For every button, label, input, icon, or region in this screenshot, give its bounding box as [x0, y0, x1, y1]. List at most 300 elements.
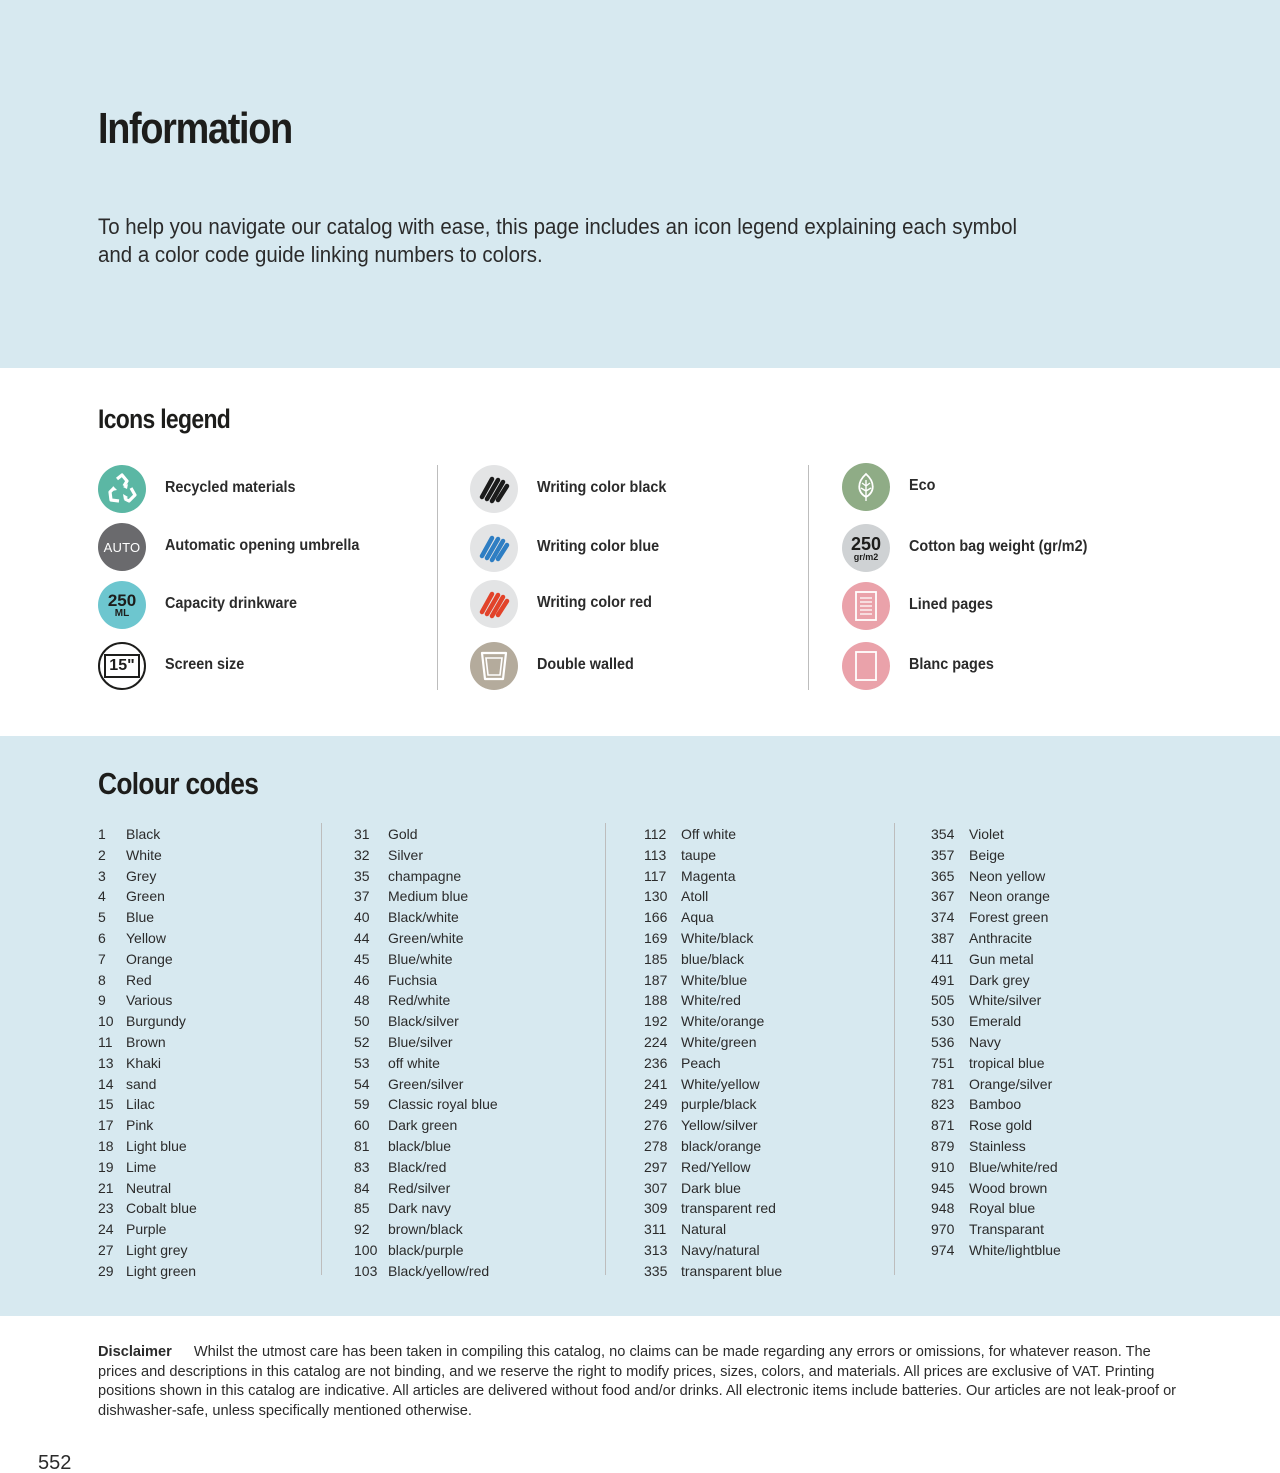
colour-code-name: Neon orange	[969, 888, 1050, 905]
colour-code-name: Red/silver	[388, 1179, 451, 1196]
auto-umbrella-icon: AUTO	[98, 523, 146, 571]
colour-code-number: 54	[354, 1075, 370, 1092]
colour-code-row	[354, 1074, 464, 1095]
colour-code-name: black/purple	[388, 1241, 464, 1258]
colour-code-number: 4	[98, 888, 106, 905]
colour-code-name: Wood brown	[969, 1179, 1048, 1196]
colour-code-name: Pink	[126, 1117, 154, 1134]
colour-code-name: Emerald	[969, 1013, 1022, 1030]
colour-code-name: Black/red	[388, 1158, 447, 1175]
colour-code-number: 46	[354, 971, 370, 988]
colour-code-name: White/green	[681, 1033, 757, 1050]
bag-weight-icon: 250 gr/m2	[842, 524, 890, 572]
disclaimer-label: Disclaimer	[98, 1344, 172, 1360]
colour-code-row	[354, 1115, 458, 1136]
colour-code-row	[354, 1178, 451, 1199]
colour-code-row	[98, 970, 152, 991]
colour-code-row	[98, 1178, 172, 1199]
colour-code-name: Off white	[681, 826, 736, 842]
colour-code-number: 84	[354, 1179, 370, 1196]
colour-code-row	[98, 1053, 162, 1074]
colour-code-row	[931, 1011, 1022, 1032]
colour-code-name: Green/silver	[388, 1075, 464, 1092]
colour-code-row	[644, 1115, 758, 1136]
colour-code-row	[354, 1198, 452, 1219]
colour-code-row	[931, 928, 1033, 949]
colour-code-row	[98, 1261, 197, 1282]
colour-code-number: 166	[644, 909, 668, 926]
colour-code-number: 103	[354, 1262, 378, 1279]
colour-code-number: 2	[98, 846, 106, 863]
colour-code-row	[931, 1053, 1045, 1074]
colour-code-number: 130	[644, 888, 668, 905]
colour-code-name: Yellow	[126, 929, 166, 946]
blanc-pages-icon	[842, 642, 890, 690]
lined-pages-icon	[842, 582, 890, 630]
double-walled-icon	[470, 642, 518, 690]
colour-code-row	[98, 1157, 157, 1178]
page-title: Information	[98, 104, 292, 153]
colour-code-row	[644, 1032, 757, 1053]
colour-code-row	[354, 1240, 464, 1261]
colour-code-name: White/orange	[681, 1013, 765, 1030]
colour-codes-column-4	[931, 824, 1061, 1261]
colour-code-row	[98, 1094, 155, 1115]
colour-code-number: 11	[98, 1033, 113, 1050]
colour-code-row	[354, 1032, 453, 1053]
colour-code-number: 32	[354, 846, 370, 863]
colour-code-row	[644, 1053, 721, 1074]
colour-code-number: 169	[644, 929, 668, 946]
colour-code-number: 60	[354, 1117, 370, 1134]
legend-label: Lined pages	[909, 596, 994, 613]
colour-code-number: 37	[354, 888, 370, 905]
colour-code-number: 112	[644, 826, 667, 842]
colour-code-name: Navy/natural	[681, 1241, 760, 1258]
colour-code-name: Silver	[388, 846, 424, 863]
colour-code-number: 53	[354, 1054, 370, 1071]
capacity-icon: 250 ML	[98, 581, 146, 629]
colour-code-row	[354, 1261, 490, 1282]
colour-code-name: Lime	[126, 1158, 157, 1175]
colour-code-row	[354, 907, 459, 928]
colour-code-number: 354	[931, 826, 955, 842]
colour-code-name: Black/white	[388, 909, 459, 926]
colour-code-row	[644, 1074, 760, 1095]
colour-code-row	[354, 1157, 447, 1178]
colour-code-row	[644, 845, 717, 866]
colour-code-name: Light grey	[126, 1241, 188, 1258]
colour-code-number: 21	[98, 1179, 114, 1196]
colour-code-name: Natural	[681, 1221, 727, 1238]
colour-code-number: 313	[644, 1241, 668, 1258]
colour-code-number: 31	[354, 826, 370, 842]
colour-code-name: brown/black	[388, 1221, 463, 1238]
legend-label: Double walled	[537, 656, 634, 673]
colour-code-name: Black/yellow/red	[388, 1262, 490, 1279]
legend-item-capacity	[98, 581, 428, 631]
colour-code-number: 13	[98, 1054, 114, 1071]
colour-code-number: 85	[354, 1200, 370, 1217]
colour-code-number: 100	[354, 1241, 378, 1258]
colour-code-name: Transparant	[969, 1221, 1044, 1238]
legend-divider	[437, 465, 438, 690]
colour-code-number: 357	[931, 846, 955, 863]
colour-code-row	[98, 824, 161, 845]
colour-code-number: 23	[98, 1200, 114, 1217]
colour-code-name: Classic royal blue	[388, 1096, 498, 1113]
legend-label: Automatic opening umbrella	[165, 537, 360, 554]
colour-code-name: Orange	[126, 950, 173, 967]
colour-code-row	[931, 949, 1034, 970]
colour-codes-column-2	[354, 824, 498, 1282]
info-header	[0, 0, 1280, 368]
legend-item-writing-black	[470, 465, 800, 515]
colour-code-number: 8	[98, 971, 106, 988]
colour-code-number: 387	[931, 929, 955, 946]
colour-code-name: Green	[126, 888, 165, 905]
colour-code-name: Aqua	[681, 909, 714, 926]
legend-label: Recycled materials	[165, 479, 296, 496]
colour-code-number: 241	[644, 1075, 668, 1092]
legend-title: Icons legend	[98, 404, 231, 434]
legend-item-bag-weight	[842, 524, 1172, 574]
colour-code-name: Blue/white/red	[969, 1158, 1058, 1175]
colour-code-number: 44	[354, 929, 370, 946]
colour-code-number: 871	[931, 1117, 955, 1134]
colour-code-row	[98, 1136, 187, 1157]
colour-code-number: 823	[931, 1096, 955, 1113]
colour-code-name: Rose gold	[969, 1117, 1033, 1134]
colour-code-row	[98, 886, 165, 907]
colour-code-name: Forest green	[969, 909, 1049, 926]
colour-code-name: off white	[388, 1054, 440, 1071]
colour-code-row	[354, 824, 418, 845]
colour-code-row	[931, 1219, 1044, 1240]
colour-code-row	[354, 1219, 463, 1240]
colour-code-row	[931, 845, 1005, 866]
colour-code-name: Medium blue	[388, 888, 469, 905]
colour-code-name: Dark green	[388, 1117, 458, 1134]
colour-code-number: 18	[98, 1137, 114, 1154]
colour-code-number: 249	[644, 1096, 668, 1113]
colour-code-name: Khaki	[126, 1054, 162, 1071]
legend-item-recycled	[98, 465, 428, 515]
colour-code-number: 307	[644, 1179, 668, 1196]
colour-code-row	[644, 1094, 757, 1115]
legend-item-auto-umbrella	[98, 523, 428, 573]
colour-code-name: Burgundy	[126, 1013, 186, 1030]
colour-code-number: 3	[98, 867, 106, 884]
pen-black-icon	[470, 465, 518, 513]
colour-code-row	[931, 824, 1004, 845]
colour-code-row	[931, 1240, 1061, 1261]
colour-code-name: Atoll	[681, 888, 709, 905]
colour-code-name: Dark grey	[969, 971, 1030, 988]
colour-code-row	[644, 824, 736, 845]
colour-code-name: Black/silver	[388, 1013, 459, 1030]
colour-code-number: 367	[931, 888, 955, 905]
colour-code-name: Blue	[126, 909, 155, 926]
screen-size-icon: 15"	[98, 642, 146, 690]
legend-label: Screen size	[165, 656, 245, 673]
colour-code-row	[98, 1198, 197, 1219]
colour-code-number: 945	[931, 1179, 955, 1196]
colour-code-row	[354, 845, 424, 866]
colour-code-name: Blue/silver	[388, 1033, 453, 1050]
icons-legend	[0, 368, 1280, 736]
colour-code-number: 948	[931, 1200, 955, 1217]
colour-code-name: transparent blue	[681, 1262, 783, 1279]
colour-code-name: Orange/silver	[969, 1075, 1053, 1092]
colour-code-name: black/blue	[388, 1137, 452, 1154]
colour-code-row	[931, 1115, 1033, 1136]
colour-code-name: Light green	[126, 1262, 197, 1279]
colour-code-row	[644, 1178, 741, 1199]
legend-item-eco	[842, 463, 1172, 513]
colour-code-name: Bamboo	[969, 1096, 1022, 1113]
legend-item-double-walled	[470, 642, 800, 692]
colour-codes-divider	[894, 823, 895, 1275]
colour-code-name: Various	[126, 992, 173, 1009]
colour-code-number: 15	[98, 1096, 114, 1113]
colour-code-number: 236	[644, 1054, 668, 1071]
legend-label: Writing color blue	[537, 538, 660, 555]
colour-code-row	[354, 990, 451, 1011]
legend-divider	[808, 465, 809, 690]
colour-code-row	[98, 907, 155, 928]
colour-code-row	[644, 1261, 783, 1282]
colour-code-row	[644, 1240, 760, 1261]
colour-code-name: Green/white	[388, 929, 464, 946]
colour-code-row	[98, 1011, 186, 1032]
colour-code-name: Cobalt blue	[126, 1200, 197, 1217]
colour-code-row	[354, 1053, 440, 1074]
colour-code-row	[98, 1074, 157, 1095]
colour-code-number: 781	[931, 1075, 955, 1092]
colour-code-number: 276	[644, 1117, 668, 1134]
colour-code-name: Navy	[969, 1033, 1001, 1050]
colour-code-number: 27	[98, 1241, 114, 1258]
colour-code-number: 59	[354, 1096, 370, 1113]
colour-code-number: 297	[644, 1158, 668, 1175]
colour-code-name: Red	[126, 971, 152, 988]
colour-code-row	[644, 1136, 762, 1157]
colour-code-row	[354, 1136, 452, 1157]
colour-code-row	[98, 1219, 167, 1240]
colour-code-name: black/orange	[681, 1137, 762, 1154]
colour-code-name: Yellow/silver	[681, 1117, 758, 1134]
colour-code-number: 117	[644, 867, 667, 884]
legend-label: Cotton bag weight (gr/m2)	[909, 538, 1088, 555]
colour-code-row	[931, 1178, 1048, 1199]
legend-label: Writing color black	[537, 479, 667, 496]
colour-code-number: 365	[931, 867, 955, 884]
colour-code-name: Fuchsia	[388, 971, 438, 988]
colour-code-row	[354, 1011, 459, 1032]
colour-code-name: blue/black	[681, 950, 745, 967]
colour-code-name: tropical blue	[969, 1054, 1045, 1071]
colour-code-row	[644, 1157, 751, 1178]
colour-code-name: White/blue	[681, 971, 748, 988]
colour-code-name: White/silver	[969, 992, 1042, 1009]
recycle-icon	[98, 465, 146, 513]
colour-codes-divider	[605, 823, 606, 1275]
colour-code-row	[644, 1011, 765, 1032]
colour-code-number: 505	[931, 992, 955, 1009]
colour-code-name: Red/white	[388, 992, 451, 1009]
colour-code-row	[98, 1032, 166, 1053]
colour-code-row	[354, 970, 438, 991]
colour-code-name: champagne	[388, 867, 462, 884]
colour-code-row	[354, 949, 453, 970]
colour-code-number: 311	[644, 1221, 667, 1238]
colour-code-row	[931, 1074, 1053, 1095]
colour-code-name: Purple	[126, 1221, 167, 1238]
legend-item-writing-red	[470, 580, 800, 630]
colour-code-number: 81	[354, 1137, 370, 1154]
colour-code-number: 50	[354, 1013, 370, 1030]
colour-code-name: Violet	[969, 826, 1004, 842]
colour-code-number: 45	[354, 950, 370, 967]
colour-code-number: 309	[644, 1200, 668, 1217]
legend-item-blanc-pages	[842, 642, 1172, 692]
colour-code-number: 9	[98, 992, 106, 1009]
colour-code-number: 7	[98, 950, 106, 967]
colour-code-number: 751	[931, 1054, 955, 1071]
colour-code-number: 910	[931, 1158, 955, 1175]
colour-code-name: Neutral	[126, 1179, 172, 1196]
colour-code-row	[644, 928, 754, 949]
intro-text: To help you navigate our catalog with ease, this page includes an icon legend explaining each symbol and a color code guide linking numbers to colors.	[98, 214, 1018, 267]
colour-code-name: Red/Yellow	[681, 1158, 751, 1175]
colour-code-row	[644, 949, 745, 970]
legend-item-screen-size	[98, 642, 428, 692]
colour-code-row	[98, 1240, 188, 1261]
colour-code-name: Black	[126, 826, 161, 842]
colour-code-row	[931, 1157, 1058, 1178]
colour-code-name: Anthracite	[969, 929, 1033, 946]
colour-code-name: Dark blue	[681, 1179, 741, 1196]
colour-code-row	[644, 886, 709, 907]
colour-code-row	[354, 1094, 498, 1115]
colour-code-number: 83	[354, 1158, 370, 1175]
colour-code-number: 411	[931, 950, 954, 967]
colour-code-name: Grey	[126, 867, 157, 884]
colour-code-row	[931, 970, 1030, 991]
pen-red-icon	[470, 580, 518, 628]
colour-code-number: 491	[931, 971, 955, 988]
colour-code-number: 113	[644, 846, 667, 863]
colour-code-row	[98, 866, 157, 887]
colour-codes-divider	[321, 823, 322, 1275]
colour-codes	[0, 736, 1280, 1316]
colour-code-number: 187	[644, 971, 668, 988]
legend-label: Eco	[909, 477, 936, 494]
colour-code-number: 5	[98, 909, 106, 926]
colour-code-name: White/yellow	[681, 1075, 760, 1092]
colour-code-row	[931, 907, 1049, 928]
colour-code-name: sand	[126, 1075, 157, 1092]
colour-code-number: 974	[931, 1241, 955, 1258]
colour-code-number: 536	[931, 1033, 955, 1050]
colour-code-row	[931, 1094, 1022, 1115]
colour-code-name: White	[126, 846, 162, 863]
colour-code-name: Magenta	[681, 867, 736, 884]
colour-code-name: Royal blue	[969, 1200, 1036, 1217]
colour-code-number: 335	[644, 1262, 668, 1279]
colour-code-row	[931, 866, 1046, 887]
colour-code-name: taupe	[681, 846, 717, 863]
colour-code-row	[931, 1136, 1026, 1157]
colour-code-number: 29	[98, 1262, 114, 1279]
colour-code-name: White/black	[681, 929, 754, 946]
disclaimer	[98, 1343, 1182, 1421]
colour-codes-column-3	[644, 824, 783, 1282]
colour-code-number: 14	[98, 1075, 114, 1092]
colour-code-name: Stainless	[969, 1137, 1026, 1154]
colour-code-row	[644, 970, 748, 991]
colour-code-number: 970	[931, 1221, 955, 1238]
colour-code-row	[98, 928, 166, 949]
colour-code-number: 24	[98, 1221, 114, 1238]
colour-code-number: 374	[931, 909, 955, 926]
colour-code-row	[98, 845, 162, 866]
colour-code-number: 35	[354, 867, 370, 884]
colour-code-number: 6	[98, 929, 106, 946]
pen-blue-icon	[470, 524, 518, 572]
legend-item-writing-blue	[470, 524, 800, 574]
colour-code-row	[644, 866, 736, 887]
colour-code-name: purple/black	[681, 1096, 757, 1113]
colour-code-number: 52	[354, 1033, 370, 1050]
legend-label: Writing color red	[537, 594, 652, 611]
colour-code-name: Dark navy	[388, 1200, 452, 1217]
colour-code-row	[354, 886, 469, 907]
colour-code-number: 278	[644, 1137, 668, 1154]
disclaimer-text: Whilst the utmost care has been taken in compiling this catalog, no claims can be made regarding any errors or omissions, for whatever reason. The prices and descriptions in this catalog are not binding, and we reserve the right to modify prices, sizes, colors, and materials. All prices are exclusive of VAT. Printing positions shown in this catalog are indicative. All articles are delivered without food and/or drinks. All electronic items include batteries. Our articles are not leak-proof or dishwasher-safe, unless specifically mentioned otherwise.	[98, 1344, 1177, 1419]
colour-code-name: Lilac	[126, 1096, 155, 1113]
colour-code-name: White/red	[681, 992, 741, 1009]
colour-code-name: Neon yellow	[969, 867, 1046, 884]
colour-code-name: Gun metal	[969, 950, 1034, 967]
colour-code-number: 48	[354, 992, 370, 1009]
colour-code-number: 40	[354, 909, 370, 926]
page-number: 552	[38, 1452, 72, 1473]
legend-label: Blanc pages	[909, 656, 994, 673]
colour-code-number: 1	[98, 826, 106, 842]
colour-code-number: 10	[98, 1013, 114, 1030]
colour-code-row	[931, 1032, 1001, 1053]
colour-code-number: 530	[931, 1013, 955, 1030]
colour-code-row	[354, 928, 464, 949]
colour-code-row	[644, 1198, 776, 1219]
colour-code-number: 185	[644, 950, 668, 967]
colour-code-row	[931, 886, 1050, 907]
leaf-icon	[842, 463, 890, 511]
colour-code-row	[98, 1115, 154, 1136]
colour-code-name: transparent red	[681, 1200, 776, 1217]
colour-code-name: White/lightblue	[969, 1241, 1061, 1258]
colour-code-number: 224	[644, 1033, 668, 1050]
colour-code-name: Gold	[388, 826, 418, 842]
colour-code-row	[98, 949, 173, 970]
colour-code-row	[644, 907, 714, 928]
colour-code-row	[931, 1198, 1036, 1219]
colour-code-number: 19	[98, 1158, 114, 1175]
legend-label: Capacity drinkware	[165, 595, 298, 612]
colour-code-number: 192	[644, 1013, 668, 1030]
